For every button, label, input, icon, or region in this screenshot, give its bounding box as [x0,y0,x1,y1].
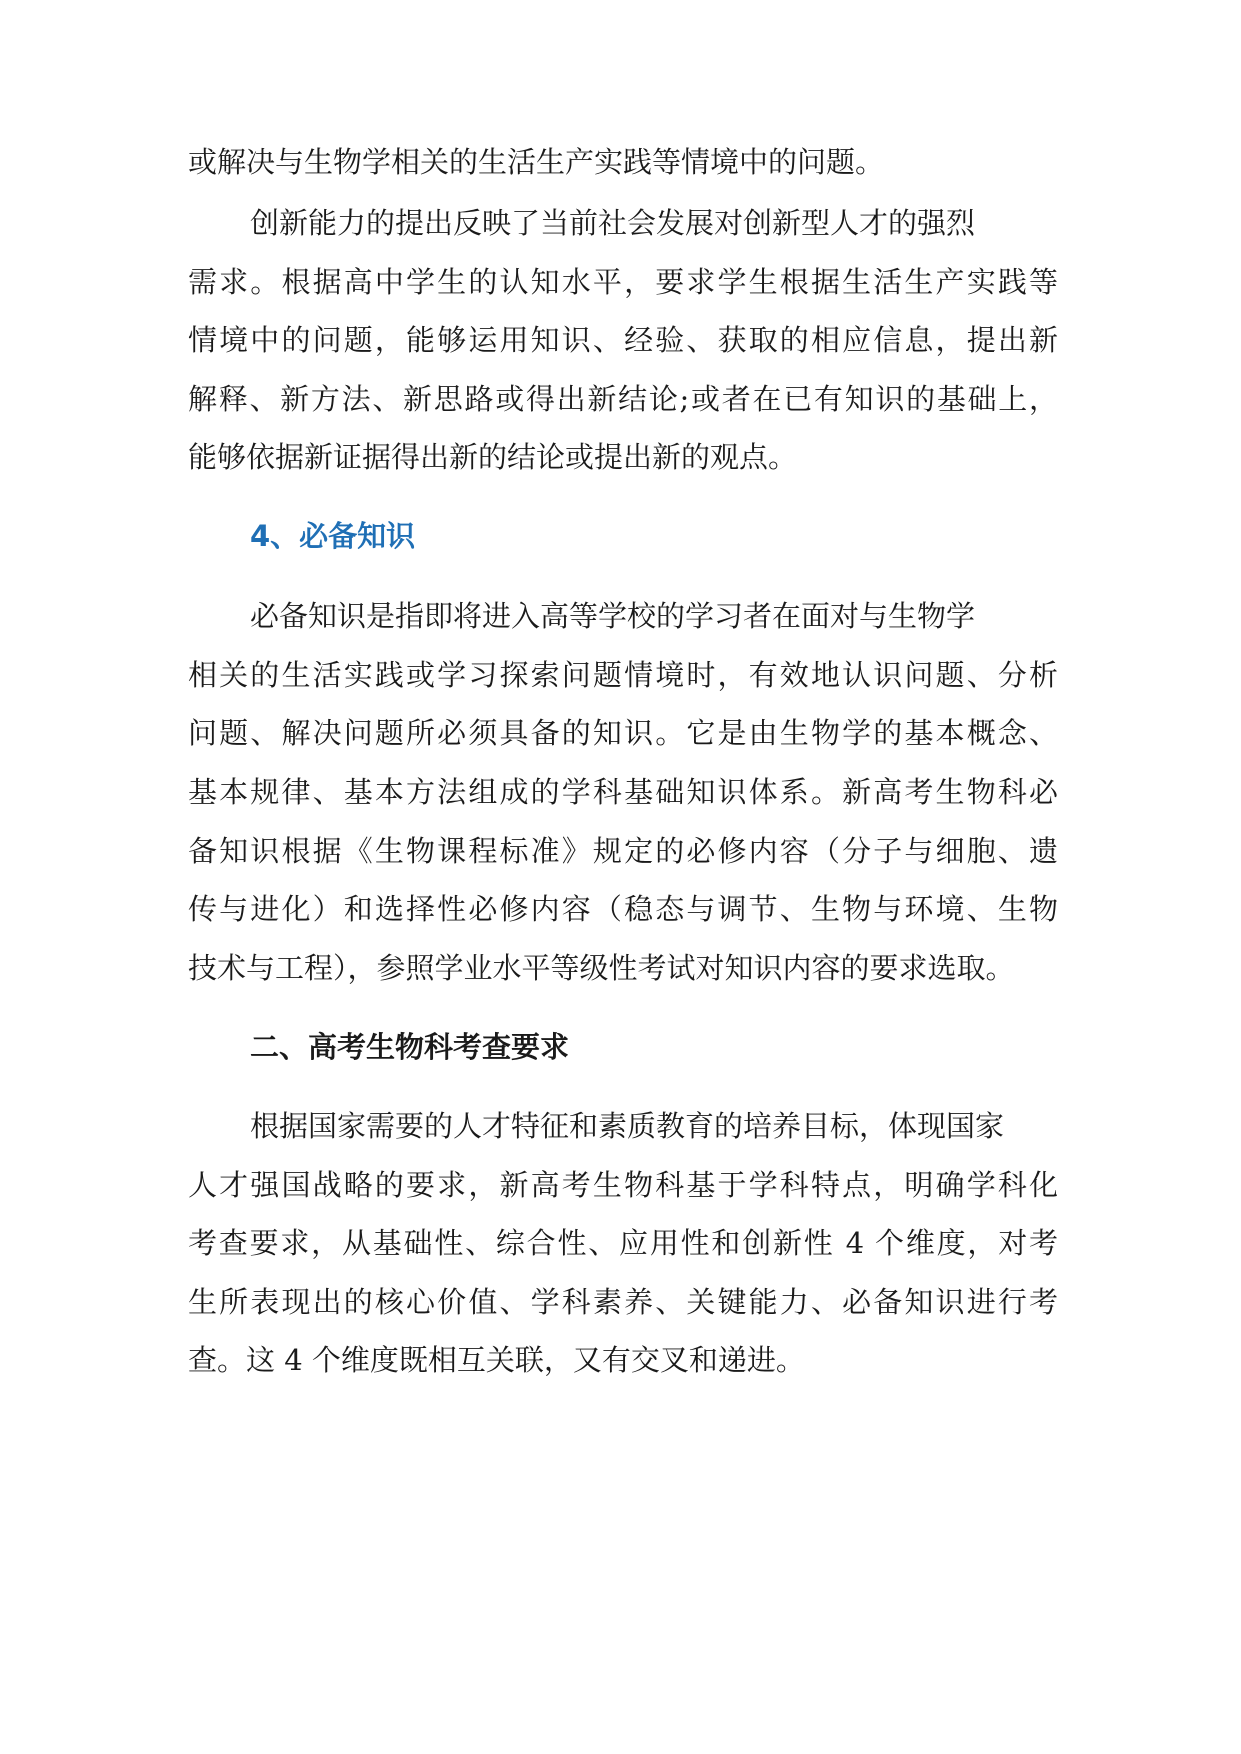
paragraph-line: 查。这 4 个维度既相互关联，又有交叉和递进。 [188,1343,805,1377]
paragraph-line: 需求。根据高中学生的认知水平，要求学生根据生活生产实践等 [188,265,1058,299]
paragraph-line: 解释、新方法、新思路或得出新结论;或者在已有知识的基础上， [188,382,1058,416]
paragraph-line: 相关的生活实践或学习探索问题情境时，有效地认识问题、分析 [188,658,1058,692]
paragraph-line: 或解决与生物学相关的生活生产实践等情境中的问题。 [188,145,885,179]
paragraph-line: 必备知识是指即将进入高等学校的学习者在面对与生物学 [250,599,976,633]
paragraph-line: 基本规律、基本方法组成的学科基础知识体系。新高考生物科必 [188,775,1058,809]
paragraph-line: 技术与工程），参照学业水平等级性考试对知识内容的要求选取。 [188,951,1015,985]
paragraph-line: 传与进化）和选择性必修内容（稳态与调节、生物与环境、生物 [188,892,1058,926]
paragraph-line: 考查要求，从基础性、综合性、应用性和创新性 4 个维度，对考 [188,1226,1058,1260]
paragraph-line: 备知识根据《生物课程标准》规定的必修内容（分子与细胞、遗 [188,834,1058,868]
paragraph-line: 能够依据新证据得出新的结论或提出新的观点。 [188,440,798,474]
paragraph-line: 情境中的问题，能够运用知识、经验、获取的相应信息，提出新 [188,323,1058,357]
paragraph-line: 生所表现出的核心价值、学科素养、关键能力、必备知识进行考 [188,1285,1058,1319]
section-heading-exam-requirements: 二、高考生物科考查要求 [250,1030,570,1064]
paragraph-line: 创新能力的提出反映了当前社会发展对创新型人才的强烈 [250,206,976,240]
paragraph-line: 根据国家需要的人才特征和素质教育的培养目标，体现国家 [250,1109,1005,1143]
section-heading-required-knowledge: 4、必备知识 [250,519,416,553]
paragraph-line: 人才强国战略的要求，新高考生物科基于学科特点，明确学科化 [188,1168,1058,1202]
paragraph-line: 问题、解决问题所必须具备的知识。它是由生物学的基本概念、 [188,716,1058,750]
